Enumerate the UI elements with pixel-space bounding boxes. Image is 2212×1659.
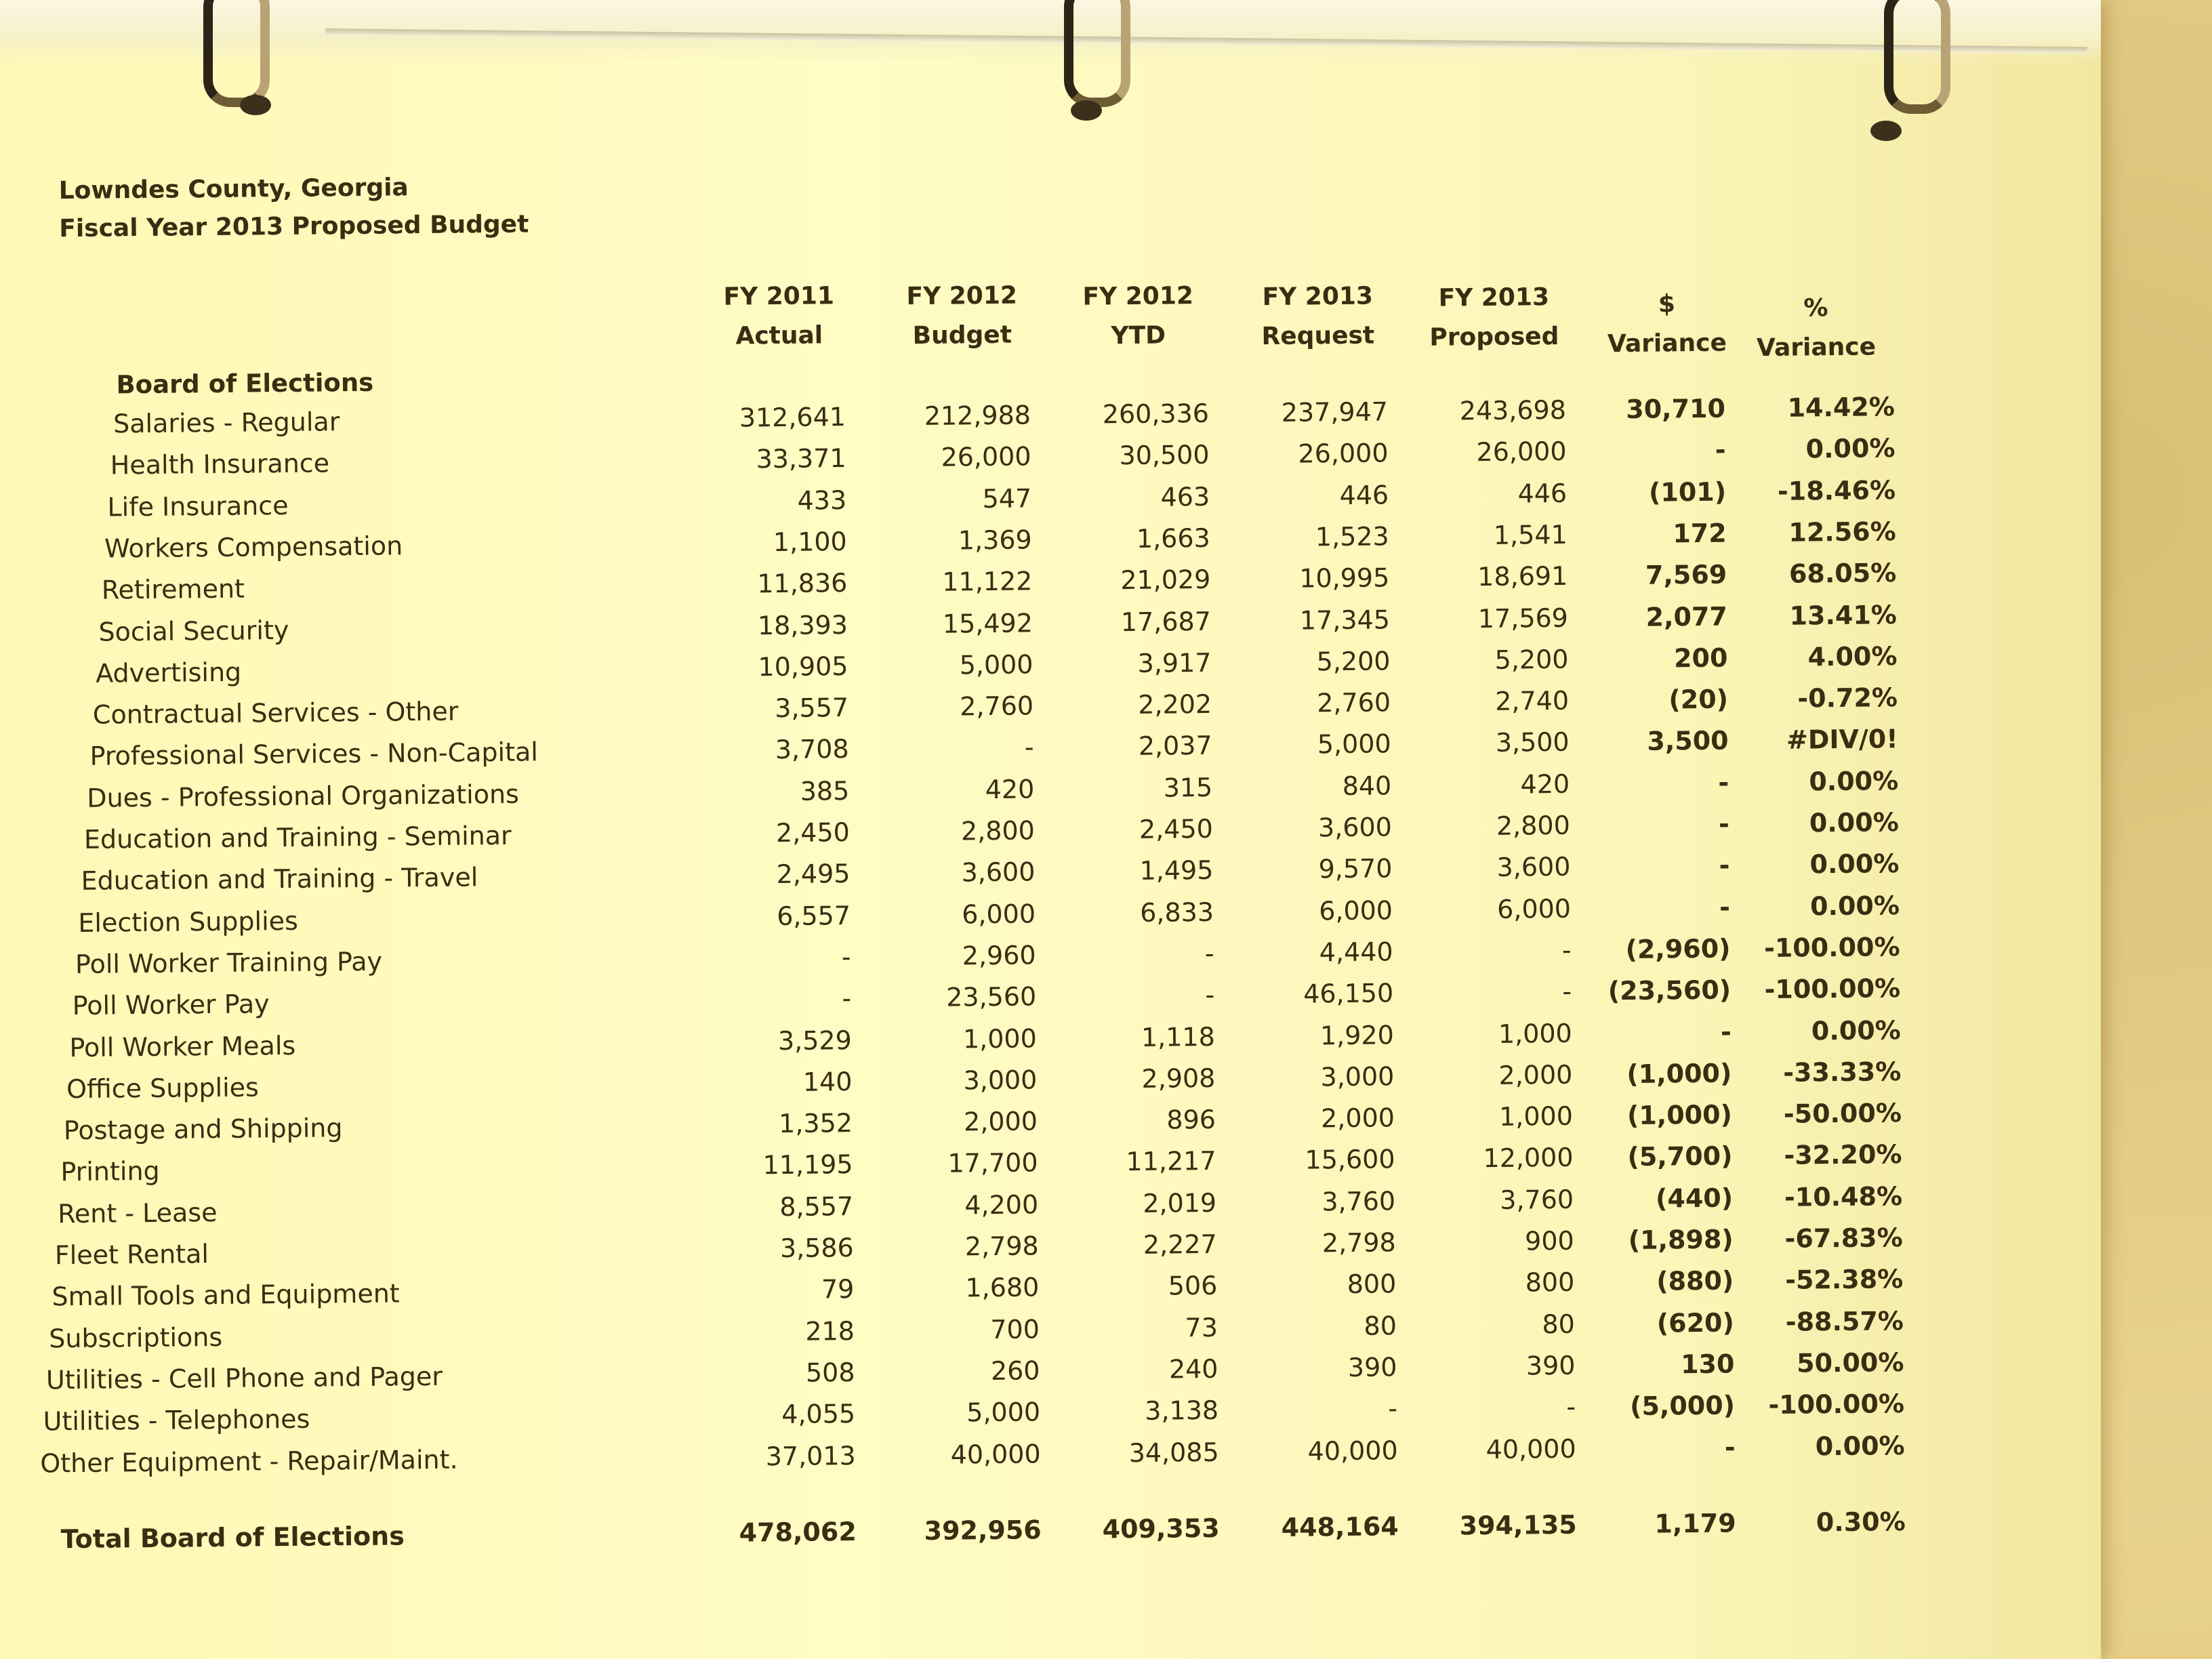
line-item-label: Poll Worker Meals	[69, 1030, 296, 1063]
value-cell: 0.30%	[1816, 1507, 1906, 1538]
value-cell: -88.57%	[1785, 1305, 1904, 1337]
value-cell: 11,836	[757, 568, 848, 599]
value-cell: -	[1724, 1432, 1736, 1462]
value-cell: 0.00%	[1809, 765, 1899, 797]
value-cell: -	[1024, 732, 1034, 762]
value-cell: 478,062	[739, 1516, 857, 1548]
value-cell: 2,800	[1496, 810, 1571, 841]
line-item-label: Printing	[60, 1156, 160, 1187]
value-cell: 17,700	[947, 1147, 1038, 1179]
line-item-label: Education and Training - Travel	[81, 862, 478, 897]
line-item-label: Election Supplies	[78, 905, 299, 938]
value-cell: -	[1388, 1393, 1398, 1424]
value-cell: 18,691	[1477, 561, 1568, 592]
value-cell: 840	[1342, 771, 1392, 801]
value-cell: 79	[821, 1274, 855, 1305]
value-cell: 3,760	[1500, 1184, 1574, 1215]
value-cell: 21,029	[1120, 565, 1211, 596]
value-cell: 1,920	[1319, 1019, 1394, 1050]
value-cell: 1,680	[965, 1272, 1040, 1303]
value-cell: 1,179	[1654, 1508, 1736, 1539]
value-cell: 800	[1347, 1269, 1397, 1300]
value-cell: 3,600	[1317, 812, 1393, 843]
value-cell: 12.56%	[1788, 516, 1896, 548]
section-title: Board of Elections	[116, 367, 374, 400]
value-cell: (880)	[1656, 1265, 1734, 1296]
value-cell: 3,000	[1320, 1061, 1395, 1092]
value-cell: 392,956	[924, 1515, 1042, 1547]
value-cell: 0.00%	[1811, 1015, 1901, 1046]
value-cell: 0.00%	[1809, 848, 1900, 880]
value-cell: 2,960	[962, 940, 1036, 971]
value-cell: 4.00%	[1807, 640, 1898, 672]
value-cell: 260,336	[1102, 398, 1210, 430]
column-header: FY 2011 Actual	[723, 282, 835, 350]
value-cell: 3,500	[1495, 727, 1570, 758]
column-header: FY 2012 Budget	[906, 281, 1018, 350]
value-cell: 80	[1542, 1309, 1576, 1339]
value-cell: 130	[1680, 1349, 1735, 1380]
value-cell: 5,200	[1316, 646, 1391, 677]
value-cell: 1,495	[1139, 855, 1214, 886]
value-cell: 315	[1163, 772, 1213, 803]
value-cell: 3,917	[1137, 647, 1212, 678]
value-cell: 17,345	[1299, 604, 1391, 636]
value-cell: -	[1718, 767, 1729, 798]
value-cell: 508	[805, 1357, 855, 1388]
value-cell: 1,663	[1136, 523, 1210, 554]
value-cell: 26,000	[1476, 436, 1567, 468]
value-cell: 30,500	[1119, 440, 1210, 471]
value-cell: 26,000	[1298, 438, 1389, 469]
value-cell: 46,150	[1303, 978, 1394, 1009]
value-cell: 420	[1520, 769, 1570, 800]
value-cell: 3,500	[1647, 725, 1729, 757]
value-cell: 390	[1525, 1350, 1576, 1381]
value-cell: 448,164	[1281, 1511, 1399, 1542]
value-cell: 6,833	[1139, 897, 1214, 928]
value-cell: -100.00%	[1768, 1389, 1905, 1420]
value-cell: 800	[1525, 1267, 1575, 1298]
value-cell: -	[1204, 938, 1214, 968]
value-cell: 2,495	[776, 859, 851, 890]
value-cell: 8,557	[779, 1191, 854, 1222]
value-cell: 34,085	[1128, 1437, 1219, 1468]
value-cell: 10,995	[1299, 562, 1390, 594]
value-cell: 3,708	[775, 734, 849, 765]
value-cell: 2,000	[963, 1106, 1038, 1137]
value-cell: 14.42%	[1787, 392, 1896, 423]
value-cell: 37,013	[765, 1440, 856, 1471]
value-cell: 3,586	[779, 1232, 854, 1264]
value-cell: 9,570	[1318, 853, 1393, 884]
value-cell: 12,000	[1483, 1143, 1574, 1174]
value-cell: 2,077	[1645, 601, 1728, 632]
value-cell: 1,523	[1315, 521, 1389, 552]
value-cell: (1,898)	[1628, 1224, 1734, 1256]
value-cell: 80	[1364, 1310, 1397, 1341]
value-cell: 3,138	[1145, 1395, 1219, 1427]
value-cell: 1,100	[773, 526, 847, 557]
value-cell: (620)	[1656, 1307, 1735, 1338]
value-cell: 26,000	[941, 441, 1031, 472]
value-cell: 3,529	[777, 1025, 852, 1056]
value-cell: (1,000)	[1626, 1058, 1732, 1089]
value-cell: 0.00%	[1815, 1430, 1905, 1461]
value-cell: 312,641	[739, 402, 846, 433]
value-cell: 0.00%	[1805, 433, 1896, 464]
value-cell: 33,371	[756, 443, 846, 474]
value-cell: #DIV/0!	[1786, 724, 1898, 756]
value-cell: 50.00%	[1796, 1347, 1904, 1378]
value-cell: -10.48%	[1784, 1181, 1903, 1212]
value-cell: 3,000	[963, 1065, 1038, 1096]
value-cell: 1,118	[1141, 1021, 1215, 1052]
value-cell: 2,908	[1141, 1063, 1216, 1094]
value-cell: 433	[797, 485, 847, 516]
value-cell: 200	[1673, 642, 1728, 674]
value-cell: -	[1719, 892, 1731, 922]
value-cell: -	[1719, 850, 1730, 881]
value-cell: 2,760	[960, 691, 1034, 722]
value-cell: 11,195	[762, 1149, 853, 1181]
value-cell: 394,135	[1459, 1509, 1577, 1541]
value-cell: 2,450	[775, 817, 851, 848]
line-item-label: Salaries - Regular	[112, 407, 340, 439]
value-cell: 900	[1524, 1225, 1574, 1256]
column-header: $ Variance	[1607, 290, 1727, 359]
value-cell: 2,760	[1317, 687, 1391, 718]
value-cell: 409,353	[1102, 1513, 1220, 1544]
value-cell: 11,217	[1126, 1146, 1216, 1177]
value-cell: 260	[990, 1355, 1040, 1386]
value-cell: 15,492	[942, 607, 1033, 639]
value-cell: 6,000	[962, 898, 1036, 930]
line-item-label: Subscriptions	[49, 1322, 223, 1353]
line-item-label: Utilities - Cell Phone and Pager	[45, 1361, 443, 1395]
value-cell: 17,569	[1477, 602, 1569, 634]
value-cell: -18.46%	[1777, 474, 1896, 506]
value-cell: (440)	[1655, 1183, 1734, 1214]
value-cell: 506	[1168, 1271, 1218, 1301]
value-cell: 5,000	[959, 649, 1033, 680]
line-item-label: Other Equipment - Repair/Maint.	[40, 1444, 458, 1479]
line-item-label: Health Insurance	[110, 448, 330, 480]
value-cell: 2,019	[1143, 1187, 1217, 1218]
value-cell: -67.83%	[1784, 1223, 1903, 1254]
line-item-label: Poll Worker Pay	[72, 989, 270, 1021]
value-cell: 6,000	[1496, 893, 1572, 924]
value-cell: 463	[1160, 481, 1210, 512]
line-item-label: Education and Training - Seminar	[83, 820, 512, 855]
line-item-label: Poll Worker Training Pay	[75, 946, 383, 979]
line-item-label: Office Supplies	[66, 1072, 260, 1104]
value-cell: 1,000	[1498, 1018, 1572, 1049]
value-cell: 1,369	[958, 525, 1032, 556]
org-title: Lowndes County, Georgia	[58, 173, 409, 205]
column-header: FY 2013 Proposed	[1429, 283, 1559, 352]
value-cell: 18,393	[757, 609, 848, 640]
value-cell: 23,560	[946, 981, 1037, 1012]
value-cell: 7,569	[1645, 559, 1727, 590]
column-header: % Variance	[1756, 294, 1877, 363]
value-cell: -	[842, 983, 852, 1014]
value-cell: 3,600	[1496, 852, 1571, 883]
value-cell: 6,000	[1318, 895, 1393, 926]
value-cell: 15,600	[1305, 1144, 1395, 1175]
line-item-label: Rent - Lease	[57, 1197, 218, 1229]
value-cell: 172	[1673, 518, 1727, 549]
value-cell: 40,000	[1486, 1433, 1576, 1465]
value-cell: -	[1562, 976, 1572, 1007]
value-cell: -	[1205, 980, 1215, 1010]
line-item-label: Utilities - Telephones	[43, 1404, 310, 1437]
total-label: Total Board of Elections	[60, 1521, 405, 1555]
value-cell: 237,947	[1281, 396, 1389, 428]
value-cell: 5,200	[1494, 644, 1569, 675]
value-cell: -50.00%	[1783, 1098, 1902, 1129]
value-cell: 2,000	[1320, 1103, 1395, 1134]
value-cell: 218	[805, 1315, 855, 1347]
value-cell: -52.38%	[1784, 1264, 1904, 1296]
value-cell: -32.20%	[1784, 1139, 1902, 1171]
value-cell: (23,560)	[1607, 975, 1732, 1006]
line-item-label: Fleet Rental	[54, 1239, 209, 1271]
value-cell: 700	[990, 1313, 1040, 1345]
value-cell: 2,227	[1143, 1229, 1217, 1260]
total-row	[15, 1505, 2048, 1565]
value-cell: 4,200	[964, 1189, 1039, 1221]
value-cell: 0.00%	[1809, 807, 1899, 838]
value-cell: 2,798	[1322, 1227, 1396, 1258]
value-cell: 4,440	[1319, 937, 1393, 968]
column-header: FY 2012 YTD	[1082, 282, 1194, 350]
value-cell: 240	[1168, 1353, 1218, 1385]
value-cell: 5,000	[966, 1397, 1041, 1428]
value-cell: (101)	[1648, 476, 1727, 508]
line-item-label: Workers Compensation	[104, 531, 403, 564]
value-cell: -	[1561, 935, 1572, 965]
value-cell: 1,541	[1493, 519, 1568, 550]
line-item-label: Life Insurance	[107, 490, 289, 523]
value-cell: 3,760	[1322, 1186, 1396, 1217]
value-cell: 446	[1339, 479, 1389, 510]
line-item-label: Retirement	[101, 573, 245, 605]
line-item-label: Dues - Professional Organizations	[87, 779, 520, 813]
value-cell: 10,905	[758, 651, 848, 682]
value-cell: 212,988	[924, 400, 1031, 431]
value-cell: 30,710	[1626, 393, 1726, 424]
value-cell: 2,000	[1498, 1059, 1573, 1090]
value-cell: 420	[985, 774, 1035, 804]
line-item-label: Social Security	[98, 615, 289, 647]
line-item-label: Small Tools and Equipment	[52, 1278, 400, 1312]
value-cell: 2,740	[1495, 685, 1570, 716]
value-cell: 4,055	[781, 1399, 856, 1430]
value-cell: 5,000	[1317, 729, 1391, 760]
value-cell: -0.72%	[1797, 682, 1898, 714]
value-cell: 3,600	[961, 857, 1036, 888]
value-cell: 385	[800, 775, 850, 806]
line-item-label: Advertising	[96, 657, 242, 689]
value-cell: 3,557	[775, 693, 849, 724]
value-cell: 40,000	[1307, 1435, 1398, 1467]
value-cell: 40,000	[950, 1438, 1041, 1470]
value-cell: 13.41%	[1789, 599, 1898, 631]
value-cell: -	[841, 941, 851, 972]
value-cell: 17,687	[1120, 606, 1212, 637]
value-cell: 68.05%	[1788, 558, 1897, 589]
value-cell: (5,700)	[1627, 1141, 1733, 1172]
value-cell: 390	[1347, 1352, 1397, 1382]
value-cell: 1,000	[962, 1023, 1037, 1054]
value-cell: 2,798	[964, 1231, 1039, 1262]
value-cell: 0.00%	[1809, 890, 1900, 922]
value-cell: 11,122	[942, 566, 1033, 597]
value-cell: 6,557	[777, 900, 851, 931]
line-item-label: Contractual Services - Other	[92, 696, 459, 730]
value-cell: -	[1718, 808, 1729, 839]
value-cell: -	[1715, 434, 1726, 466]
line-item-label: Professional Services - Non-Capital	[89, 737, 539, 772]
value-cell: 140	[802, 1066, 853, 1097]
value-cell: 1,352	[778, 1108, 853, 1139]
value-cell: -	[1720, 1017, 1732, 1047]
value-cell: -100.00%	[1764, 973, 1901, 1005]
value-cell: (2,960)	[1625, 933, 1731, 964]
value-cell: (20)	[1668, 684, 1729, 715]
value-cell: 446	[1517, 478, 1568, 509]
value-cell: 243,698	[1459, 394, 1567, 426]
value-cell: 2,037	[1138, 731, 1212, 762]
column-header: FY 2013 Request	[1261, 282, 1375, 351]
value-cell: (1,000)	[1626, 1099, 1733, 1131]
doc-subtitle: Fiscal Year 2013 Proposed Budget	[59, 210, 529, 243]
line-item-label: Postage and Shipping	[63, 1113, 343, 1146]
value-cell: 2,800	[960, 815, 1036, 846]
value-cell: 547	[982, 483, 1032, 514]
value-cell: 73	[1185, 1312, 1218, 1343]
value-cell: -100.00%	[1763, 932, 1900, 963]
value-cell: 2,202	[1138, 689, 1212, 720]
value-cell: 896	[1166, 1104, 1216, 1135]
value-cell: 1,000	[1498, 1101, 1574, 1132]
value-cell: 2,450	[1139, 813, 1214, 844]
value-cell: -33.33%	[1783, 1056, 1902, 1088]
value-cell: (5,000)	[1629, 1390, 1736, 1422]
value-cell: -	[1566, 1391, 1576, 1422]
